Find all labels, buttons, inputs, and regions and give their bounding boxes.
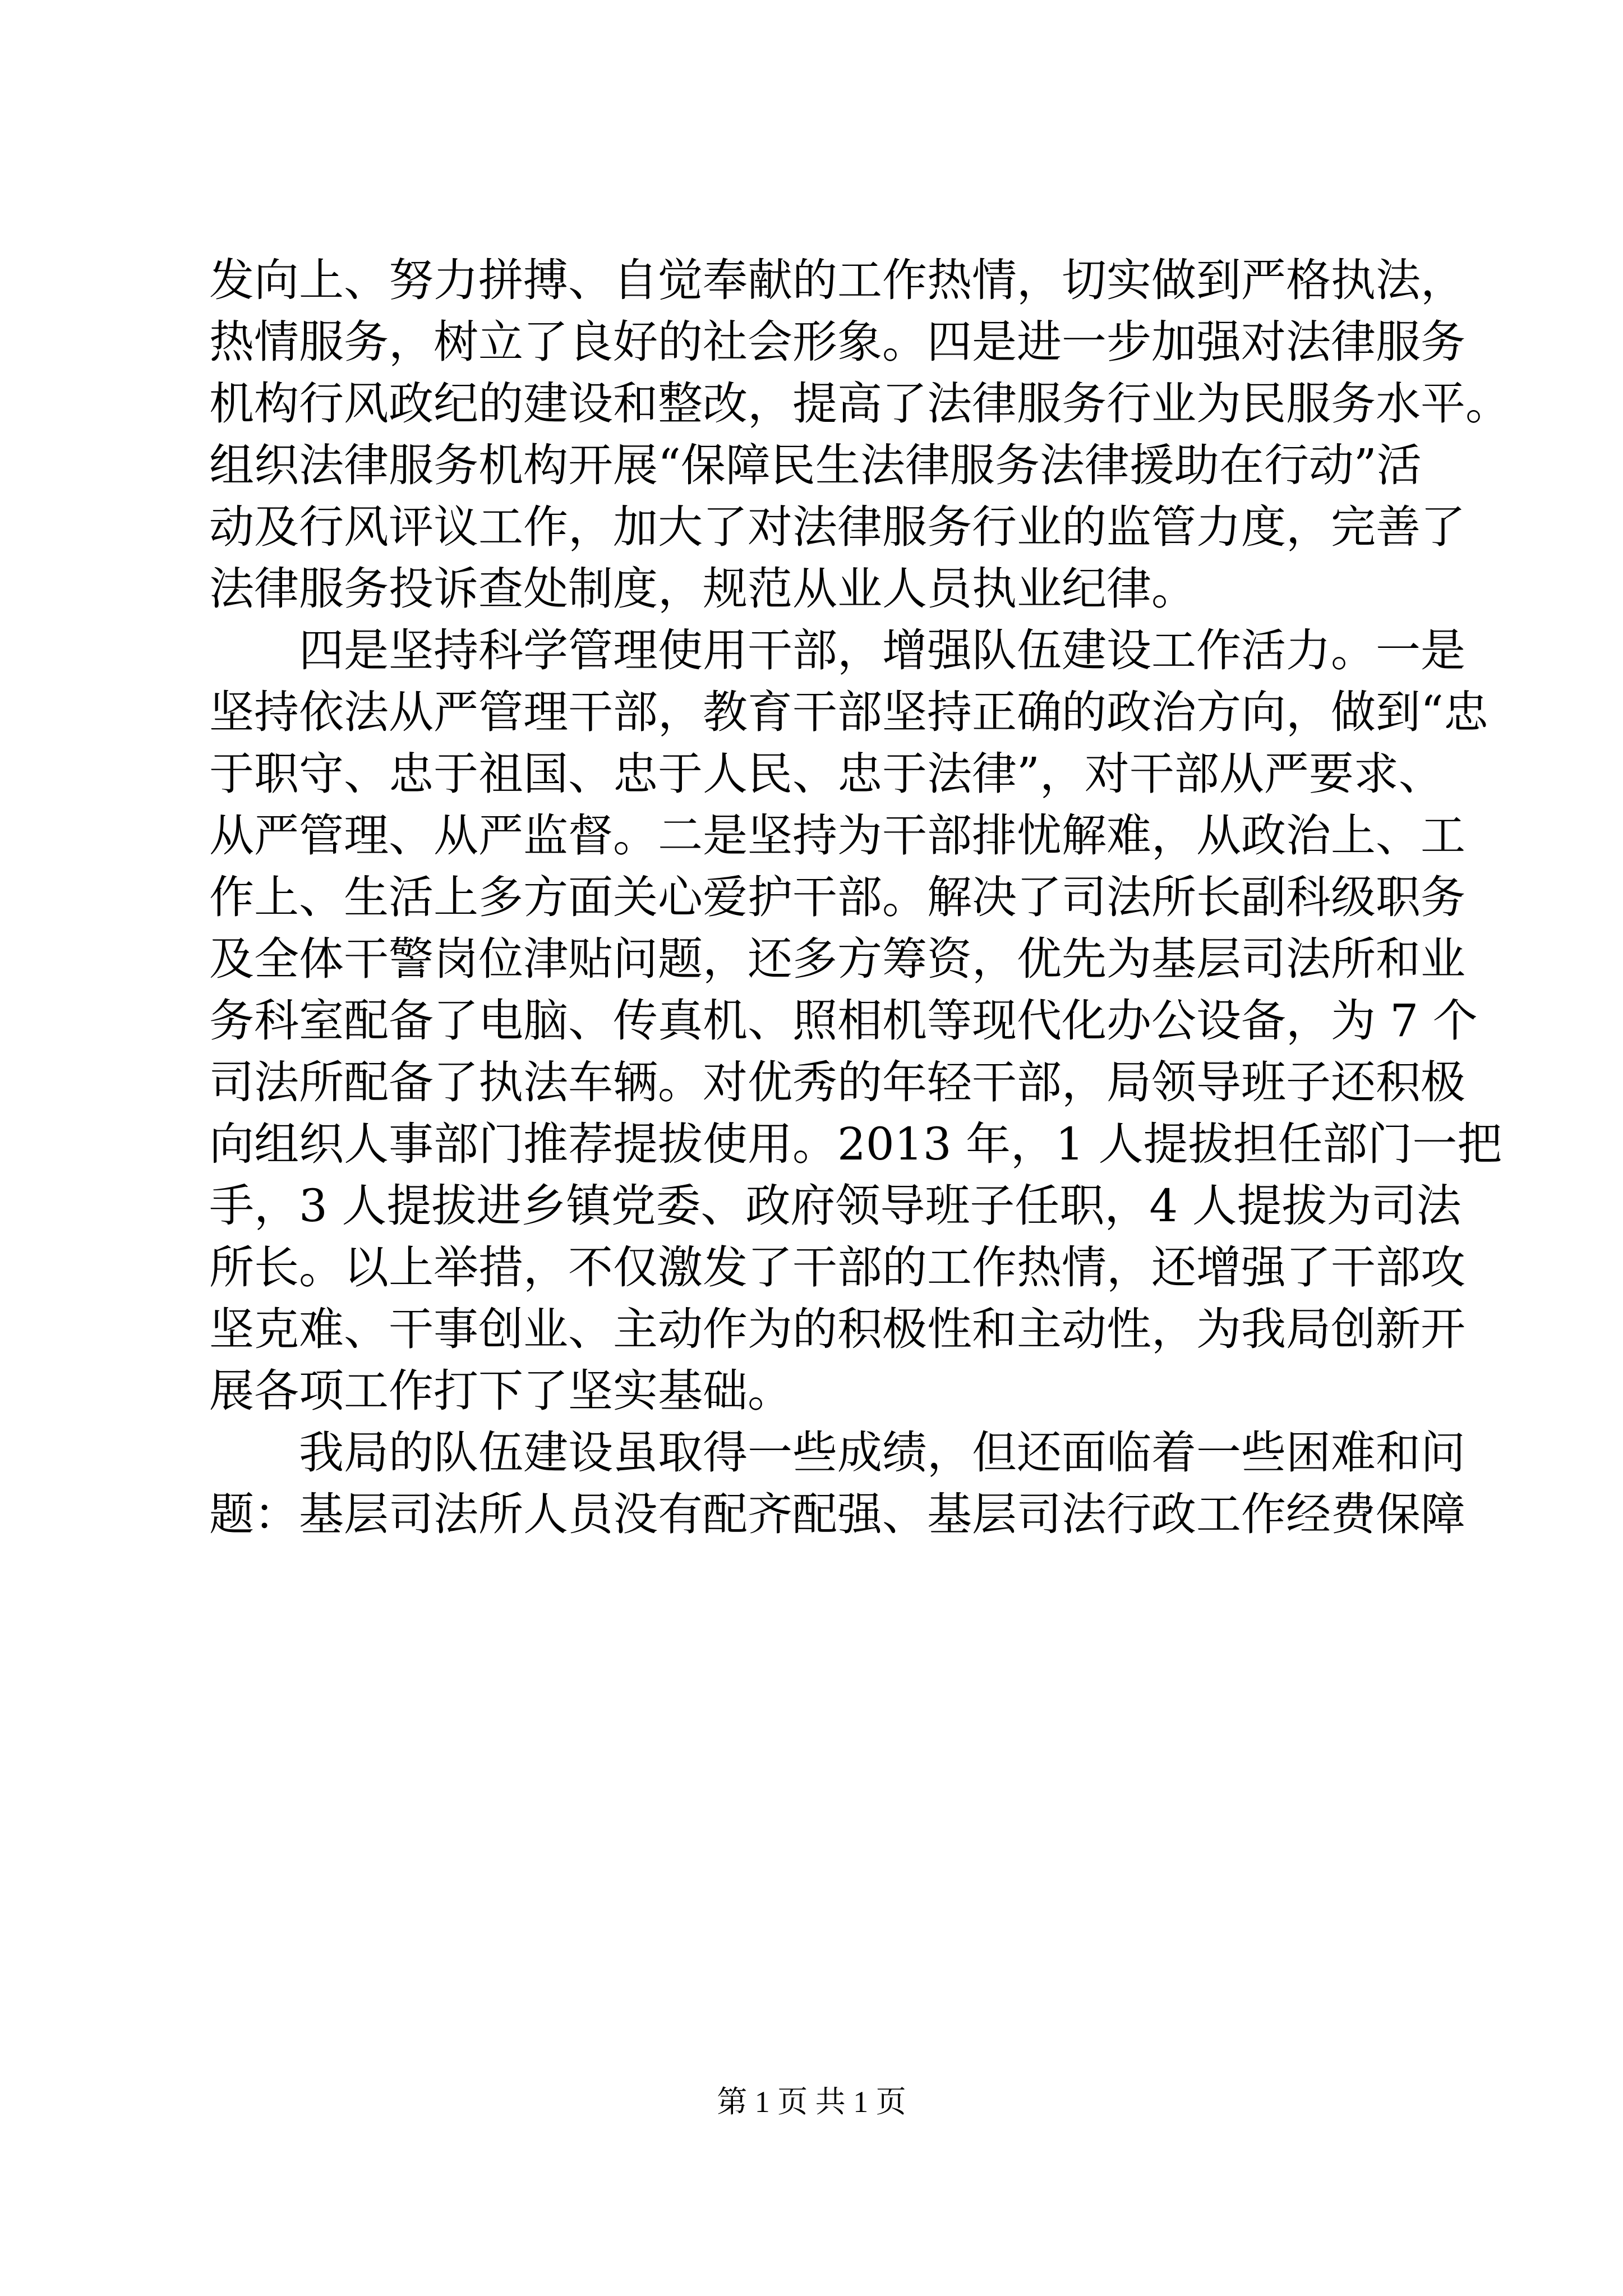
text-line: 题：基层司法所人员没有配齐配强、基层司法行政工作经费保障 — [209, 1488, 1465, 1540]
text-line: 发向上、努力拼搏、自觉奉献的工作热情，切实做到严格执法， — [209, 254, 1465, 306]
text-line: 作上、生活上多方面关心爱护干部。解决了司法所长副科级职务 — [209, 871, 1465, 923]
text-line: 动及行风评议工作，加大了对法律服务行业的监管力度，完善了 — [209, 501, 1465, 553]
text-line: 展各项工作打下了坚实基础。 — [209, 1365, 792, 1417]
body-text — [209, 250, 1510, 1545]
page-number-label: 第 1 页 共 1 页 — [717, 2085, 906, 2119]
text-line: 于职守、忠于祖国、忠于人民、忠于法律”，对干部从严要求、 — [209, 748, 1444, 800]
text-line: 我局的队伍建设虽取得一些成绩，但还面临着一些困难和问 — [209, 1427, 1465, 1479]
text-line: 机构行风政纪的建设和整改，提高了法律服务行业为民服务水平。 — [209, 378, 1510, 430]
text-line: 司法所配备了执法车辆。对优秀的年轻干部，局领导班子还积极 — [209, 1056, 1465, 1108]
text-line: 四是坚持科学管理使用干部，增强队伍建设工作活力。一是 — [209, 624, 1465, 677]
text-line: 所长。以上举措，不仅激发了干部的工作热情，还增强了干部攻 — [209, 1241, 1465, 1294]
text-line: 及全体干警岗位津贴问题，还多方筹资，优先为基层司法所和业 — [209, 933, 1465, 985]
text-line: 坚持依法从严管理干部，教育干部坚持正确的政治方向，做到“忠 — [209, 686, 1488, 738]
text-line: 务科室配备了电脑、传真机、照相机等现代化办公设备，为 7 个 — [209, 995, 1478, 1047]
page-footer — [0, 2082, 1623, 2122]
text-line: 组织法律服务机构开展“保障民生法律服务法律援助在行动”活 — [209, 439, 1422, 491]
text-line: 坚克难、干事创业、主动作为的积极性和主动性，为我局创新开 — [209, 1303, 1465, 1355]
text-line: 向组织人事部门推荐提拔使用。2013 年，1 人提拔担任部门一把 — [209, 1118, 1502, 1170]
text-line: 手，3 人提拔进乡镇党委、政府领导班子任职，4 人提拔为司法 — [209, 1180, 1461, 1232]
text-line: 从严管理、从严监督。二是坚持为干部排忧解难，从政治上、工 — [209, 809, 1465, 862]
text-line: 法律服务投诉查处制度，规范从业人员执业纪律。 — [209, 563, 1196, 615]
text-line: 热情服务，树立了良好的社会形象。四是进一步加强对法律服务 — [209, 316, 1465, 368]
